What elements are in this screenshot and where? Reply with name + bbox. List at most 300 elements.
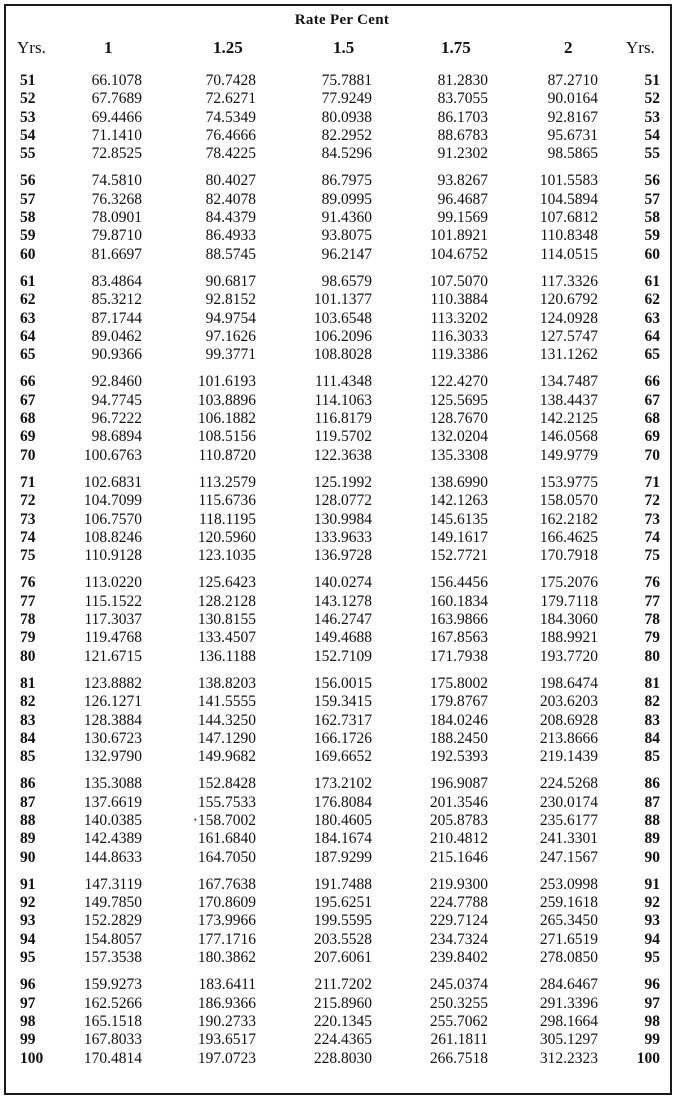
year-cell-right: 92 [644, 894, 660, 912]
year-cell-right: 62 [644, 291, 660, 309]
value-cell: 156.4456 [429, 574, 488, 592]
value-cell: 144.8633 [83, 848, 142, 866]
value-cell: 81.6697 [91, 245, 142, 263]
table-row [0, 373, 684, 391]
value-cell: 298.1664 [539, 1012, 598, 1030]
value-cell: 152.7721 [429, 547, 488, 565]
value-cell: 89.0995 [321, 190, 372, 208]
value-cell: 79.8710 [91, 227, 142, 245]
table-row [0, 894, 684, 912]
value-cell: 117.3326 [540, 272, 598, 290]
value-cell: 128.0772 [313, 492, 372, 510]
value-cell: 92.8460 [91, 373, 142, 391]
value-cell: 98.6894 [91, 428, 142, 446]
value-cell: 84.5296 [321, 145, 372, 163]
year-cell-right: 64 [644, 327, 660, 345]
value-cell: 138.8203 [197, 674, 256, 692]
value-cell: 72.8525 [91, 145, 142, 163]
value-cell: 136.9728 [313, 547, 372, 565]
value-cell: 193.7720 [539, 647, 598, 665]
value-cell: 291.3396 [539, 994, 598, 1012]
year-cell-right: 58 [644, 209, 660, 227]
year-cell-left: 80 [20, 647, 36, 665]
value-cell: 149.7850 [83, 894, 142, 912]
table-row [0, 912, 684, 930]
year-cell-right: 86 [644, 775, 660, 793]
value-cell: 159.3415 [313, 693, 372, 711]
value-cell: 115.6736 [198, 492, 256, 510]
year-cell-left: 67 [20, 391, 36, 409]
year-cell-left: 89 [20, 830, 36, 848]
value-cell: 167.7638 [197, 875, 256, 893]
value-cell: 166.4625 [539, 528, 598, 546]
year-cell-right: 100 [636, 1049, 660, 1067]
value-cell: 113.3202 [430, 309, 488, 327]
table-row [0, 794, 684, 812]
value-cell: 130.6723 [83, 729, 142, 747]
value-cell: 131.1262 [539, 346, 598, 364]
value-cell: 187.9299 [313, 848, 372, 866]
year-cell-left: 68 [20, 410, 36, 428]
year-cell-right: 95 [644, 949, 660, 967]
year-cell-left: 82 [20, 693, 36, 711]
value-cell: 239.8402 [429, 949, 488, 967]
value-cell: 85.3212 [91, 291, 142, 309]
value-cell: 76.4666 [205, 126, 256, 144]
year-cell-left: 79 [20, 629, 36, 647]
table-row [0, 949, 684, 967]
value-cell: 162.2182 [539, 510, 598, 528]
year-cell-left: 78 [20, 611, 36, 629]
value-cell: 138.4437 [539, 391, 598, 409]
value-cell: 130.8155 [197, 611, 256, 629]
value-cell: 261.1811 [430, 1031, 488, 1049]
value-cell: 250.3255 [429, 994, 488, 1012]
value-cell: 186.9366 [197, 994, 256, 1012]
value-cell: 197.0723 [197, 1049, 256, 1067]
year-cell-left: 61 [20, 272, 36, 290]
year-cell-left: 70 [20, 446, 36, 464]
table-row [0, 474, 684, 492]
table-row [0, 410, 684, 428]
year-cell-right: 57 [644, 190, 660, 208]
value-cell: 133.4507 [197, 629, 256, 647]
table-row [0, 127, 684, 145]
table-row [0, 428, 684, 446]
years-header-right: Yrs. [626, 38, 655, 57]
value-cell: 176.8084 [313, 793, 372, 811]
row-group [0, 675, 684, 766]
value-cell: 149.4688 [313, 629, 372, 647]
year-cell-left: 51 [20, 72, 36, 89]
year-cell-right: 76 [644, 574, 660, 592]
table-row [0, 90, 684, 108]
value-cell: 111.4348 [315, 373, 372, 391]
year-cell-left: 88 [20, 811, 36, 829]
table-row [0, 849, 684, 867]
value-cell: 134.7487 [539, 373, 598, 391]
year-cell-left: 77 [20, 592, 36, 610]
table-row [0, 109, 684, 127]
value-cell: 207.6061 [313, 949, 372, 967]
value-cell: 132.0204 [429, 428, 488, 446]
row-group [0, 373, 684, 464]
year-cell-right: 60 [644, 245, 660, 263]
year-cell-left: 64 [20, 327, 36, 345]
year-cell-right: 69 [644, 428, 660, 446]
year-cell-right: 91 [644, 875, 660, 893]
value-cell: 173.2102 [313, 775, 372, 793]
value-cell: 171.7938 [429, 647, 488, 665]
value-cell: 86.7975 [321, 172, 372, 190]
value-cell: 76.3268 [91, 190, 142, 208]
value-cell: 190.2733 [197, 1012, 256, 1030]
year-cell-left: 74 [20, 528, 36, 546]
value-cell: 113.0220 [84, 574, 142, 592]
year-cell-left: 59 [20, 227, 36, 245]
year-cell-left: 100 [20, 1049, 44, 1067]
value-cell: 184.3060 [539, 611, 598, 629]
year-cell-right: 73 [644, 510, 660, 528]
value-cell: 86.1703 [437, 108, 488, 126]
value-cell: 154.8057 [83, 930, 142, 948]
year-cell-left: 65 [20, 346, 36, 364]
table-row [0, 191, 684, 209]
value-cell: 253.0998 [539, 875, 598, 893]
value-cell: 201.3546 [429, 793, 488, 811]
value-cell: 142.4389 [83, 830, 142, 848]
table-row [0, 145, 684, 163]
table-row [0, 1031, 684, 1049]
value-cell: 143.1278 [313, 592, 372, 610]
table-row [0, 574, 684, 592]
year-cell-right: 87 [644, 793, 660, 811]
value-cell: 166.1726 [313, 729, 372, 747]
table-row [0, 675, 684, 693]
value-cell: 88.5745 [205, 245, 256, 263]
value-cell: 92.8167 [547, 108, 598, 126]
year-cell-right: 54 [644, 126, 660, 144]
value-cell: 93.8075 [321, 227, 372, 245]
value-cell: 155.7533 [197, 793, 256, 811]
table-title: Rate Per Cent [294, 12, 390, 28]
value-cell: 162.5266 [83, 994, 142, 1012]
year-cell-left: 56 [20, 172, 36, 190]
value-cell: 215.1646 [429, 848, 488, 866]
value-cell: 119.4768 [84, 629, 142, 647]
year-cell-right: 51 [644, 72, 660, 89]
year-cell-right: 59 [644, 227, 660, 245]
table-row [0, 1013, 684, 1031]
value-cell: 110.9128 [84, 547, 142, 565]
table-row [0, 346, 684, 364]
value-cell: 266.7518 [429, 1049, 488, 1067]
year-cell-left: 81 [20, 674, 36, 692]
value-cell: 101.1377 [313, 291, 372, 309]
value-cell: 164.7050 [197, 848, 256, 866]
year-cell-right: 80 [644, 647, 660, 665]
value-cell: 192.5393 [429, 748, 488, 766]
year-cell-left: 54 [20, 126, 36, 144]
value-cell: 245.0374 [429, 976, 488, 994]
value-cell: 91.4360 [321, 209, 372, 227]
value-cell: 152.8428 [197, 775, 256, 793]
value-cell: 91.2302 [437, 145, 488, 163]
value-cell: 83.7055 [437, 90, 488, 108]
value-cell: 128.7670 [429, 410, 488, 428]
value-cell: 77.9249 [321, 90, 372, 108]
value-cell: 135.3088 [83, 775, 142, 793]
year-cell-right: 67 [644, 391, 660, 409]
row-group [0, 273, 684, 364]
value-cell: 175.8002 [429, 674, 488, 692]
value-cell: 101.8921 [429, 227, 488, 245]
value-cell: 107.6812 [539, 209, 598, 227]
value-cell: 120.5960 [197, 528, 256, 546]
value-cell: 132.9790 [83, 748, 142, 766]
table-row [0, 227, 684, 245]
table-row [0, 172, 684, 190]
year-cell-left: 86 [20, 775, 36, 793]
year-cell-right: 96 [644, 976, 660, 994]
value-cell: 188.2450 [429, 729, 488, 747]
value-cell: 106.1882 [197, 410, 256, 428]
value-cell: 96.2147 [321, 245, 372, 263]
rate-header-1: 1 [104, 38, 113, 57]
value-cell: ·158.7002 [192, 811, 256, 829]
year-cell-right: 94 [644, 930, 660, 948]
value-cell: 255.7062 [429, 1012, 488, 1030]
value-cell: 224.7788 [429, 894, 488, 912]
value-cell: 162.7317 [313, 711, 372, 729]
value-cell: 80.4027 [205, 172, 256, 190]
year-cell-left: 55 [20, 145, 36, 163]
value-cell: 87.1744 [91, 309, 142, 327]
year-cell-right: 90 [644, 848, 660, 866]
table-row [0, 72, 684, 90]
value-cell: 86.4933 [205, 227, 256, 245]
year-cell-right: 63 [644, 309, 660, 327]
value-cell: 116.3033 [430, 327, 488, 345]
value-cell: 110.8348 [540, 227, 598, 245]
value-cell: 128.2128 [197, 592, 256, 610]
row-group [0, 172, 684, 263]
value-cell: 235.6177 [539, 811, 598, 829]
value-cell: 159.9273 [83, 976, 142, 994]
table-row [0, 812, 684, 830]
value-cell: 149.9682 [197, 748, 256, 766]
year-cell-right: 98 [644, 1012, 660, 1030]
value-cell: 110.8720 [198, 446, 256, 464]
table-row [0, 995, 684, 1013]
value-cell: 219.9300 [429, 875, 488, 893]
value-cell: 93.8267 [437, 172, 488, 190]
value-cell: 144.3250 [197, 711, 256, 729]
value-cell: 74.5810 [91, 172, 142, 190]
year-cell-right: 68 [644, 410, 660, 428]
value-cell: 123.1035 [197, 547, 256, 565]
value-cell: 167.8033 [83, 1031, 142, 1049]
year-cell-left: 60 [20, 245, 36, 263]
value-cell: 152.2829 [83, 912, 142, 930]
year-cell-left: 66 [20, 373, 36, 391]
value-cell: 224.4365 [313, 1031, 372, 1049]
value-cell: 140.0274 [313, 574, 372, 592]
value-cell: 124.0928 [539, 309, 598, 327]
value-cell: 247.1567 [539, 848, 598, 866]
value-cell: 228.8030 [313, 1049, 372, 1067]
value-cell: 88.6783 [437, 126, 488, 144]
table-row [0, 629, 684, 647]
value-cell: 213.8666 [539, 729, 598, 747]
year-cell-right: 77 [644, 592, 660, 610]
value-cell: 95.6731 [547, 126, 598, 144]
value-cell: 67.7689 [91, 90, 142, 108]
value-cell: 142.1263 [429, 492, 488, 510]
value-cell: 74.5349 [205, 108, 256, 126]
years-header-left: Yrs. [17, 38, 46, 57]
value-cell: 118.1195 [199, 510, 256, 528]
value-cell: 184.0246 [429, 711, 488, 729]
year-cell-left: 92 [20, 894, 36, 912]
value-cell: 259.1618 [539, 894, 598, 912]
year-cell-right: 99 [644, 1031, 660, 1049]
year-cell-left: 63 [20, 309, 36, 327]
value-cell: 149.1617 [429, 528, 488, 546]
table-row [0, 775, 684, 793]
value-cell: 135.3308 [429, 446, 488, 464]
year-cell-left: 91 [20, 875, 36, 893]
value-cell: 82.4078 [205, 190, 256, 208]
value-cell: 146.0568 [539, 428, 598, 446]
value-cell: 193.6517 [197, 1031, 256, 1049]
value-cell: 211.7202 [314, 976, 372, 994]
value-cell: 146.2747 [313, 611, 372, 629]
value-cell: 83.4864 [91, 272, 142, 290]
value-cell: 92.8152 [205, 291, 256, 309]
table-row [0, 310, 684, 328]
table-row [0, 547, 684, 565]
value-cell: 122.4270 [429, 373, 488, 391]
value-cell: 180.4605 [313, 811, 372, 829]
value-cell: 170.7918 [539, 547, 598, 565]
table-row [0, 392, 684, 410]
year-cell-right: 82 [644, 693, 660, 711]
value-cell: 99.3771 [205, 346, 256, 364]
value-cell: 203.5528 [313, 930, 372, 948]
value-cell: 107.5070 [429, 272, 488, 290]
value-cell: 203.6203 [539, 693, 598, 711]
value-cell: 113.2579 [198, 473, 256, 491]
value-cell: 219.1439 [539, 748, 598, 766]
value-cell: 75.7881 [321, 72, 372, 89]
value-cell: 170.8609 [197, 894, 256, 912]
value-cell: 167.8563 [429, 629, 488, 647]
table-row [0, 1050, 684, 1068]
value-cell: 94.9754 [205, 309, 256, 327]
value-cell: 94.7745 [91, 391, 142, 409]
value-cell: 96.4687 [437, 190, 488, 208]
table-row [0, 447, 684, 465]
value-cell: 114.1063 [314, 391, 372, 409]
year-cell-right: 66 [644, 373, 660, 391]
year-cell-left: 73 [20, 510, 36, 528]
row-group [0, 72, 684, 163]
value-cell: 101.6193 [197, 373, 256, 391]
year-cell-right: 56 [644, 172, 660, 190]
value-cell: 66.1078 [91, 72, 142, 89]
table-row [0, 730, 684, 748]
year-cell-right: 83 [644, 711, 660, 729]
value-cell: 152.7109 [313, 647, 372, 665]
value-cell: 78.0901 [91, 209, 142, 227]
year-cell-left: 85 [20, 748, 36, 766]
value-cell: 156.0015 [313, 674, 372, 692]
table-row [0, 273, 684, 291]
value-cell: 175.2076 [539, 574, 598, 592]
value-cell: 149.9779 [539, 446, 598, 464]
value-cell: 215.8960 [313, 994, 372, 1012]
year-cell-right: 52 [644, 90, 660, 108]
value-cell: 177.1716 [197, 930, 256, 948]
year-cell-left: 99 [20, 1031, 36, 1049]
value-cell: 230.0174 [539, 793, 598, 811]
table-row [0, 830, 684, 848]
value-cell: 220.1345 [313, 1012, 372, 1030]
year-cell-left: 87 [20, 793, 36, 811]
value-cell: 97.1626 [205, 327, 256, 345]
value-cell: 81.2830 [437, 72, 488, 89]
column-header-row [0, 36, 684, 60]
value-cell: 119.3386 [430, 346, 488, 364]
table-row [0, 976, 684, 994]
value-cell: 145.6135 [429, 510, 488, 528]
value-cell: 191.7488 [313, 875, 372, 893]
value-cell: 153.9775 [539, 473, 598, 491]
value-cell: 101.5583 [539, 172, 598, 190]
value-cell: 72.6271 [205, 90, 256, 108]
value-cell: 123.8882 [83, 674, 142, 692]
value-cell: 179.8767 [429, 693, 488, 711]
table-row [0, 712, 684, 730]
table-row [0, 931, 684, 949]
value-cell: 271.6519 [539, 930, 598, 948]
value-cell: 169.6652 [313, 748, 372, 766]
row-group [0, 775, 684, 866]
year-cell-right: 55 [644, 145, 660, 163]
year-cell-left: 69 [20, 428, 36, 446]
year-cell-left: 98 [20, 1012, 36, 1030]
year-cell-right: 65 [644, 346, 660, 364]
value-cell: 161.6840 [197, 830, 256, 848]
year-cell-right: 53 [644, 108, 660, 126]
year-cell-left: 83 [20, 711, 36, 729]
table-row [0, 593, 684, 611]
rate-header-1-75: 1.75 [441, 38, 471, 57]
value-cell: 128.3884 [83, 711, 142, 729]
value-cell: 126.1271 [83, 693, 142, 711]
value-cell: 99.1569 [437, 209, 488, 227]
year-cell-left: 93 [20, 912, 36, 930]
value-cell: 160.1834 [429, 592, 488, 610]
value-cell: 87.2710 [547, 72, 598, 89]
rate-header-1-5: 1.5 [333, 38, 355, 57]
value-cell: 98.6579 [321, 272, 372, 290]
table-row [0, 748, 684, 766]
year-cell-left: 53 [20, 108, 36, 126]
table-body [0, 72, 684, 1077]
table-row [0, 492, 684, 510]
